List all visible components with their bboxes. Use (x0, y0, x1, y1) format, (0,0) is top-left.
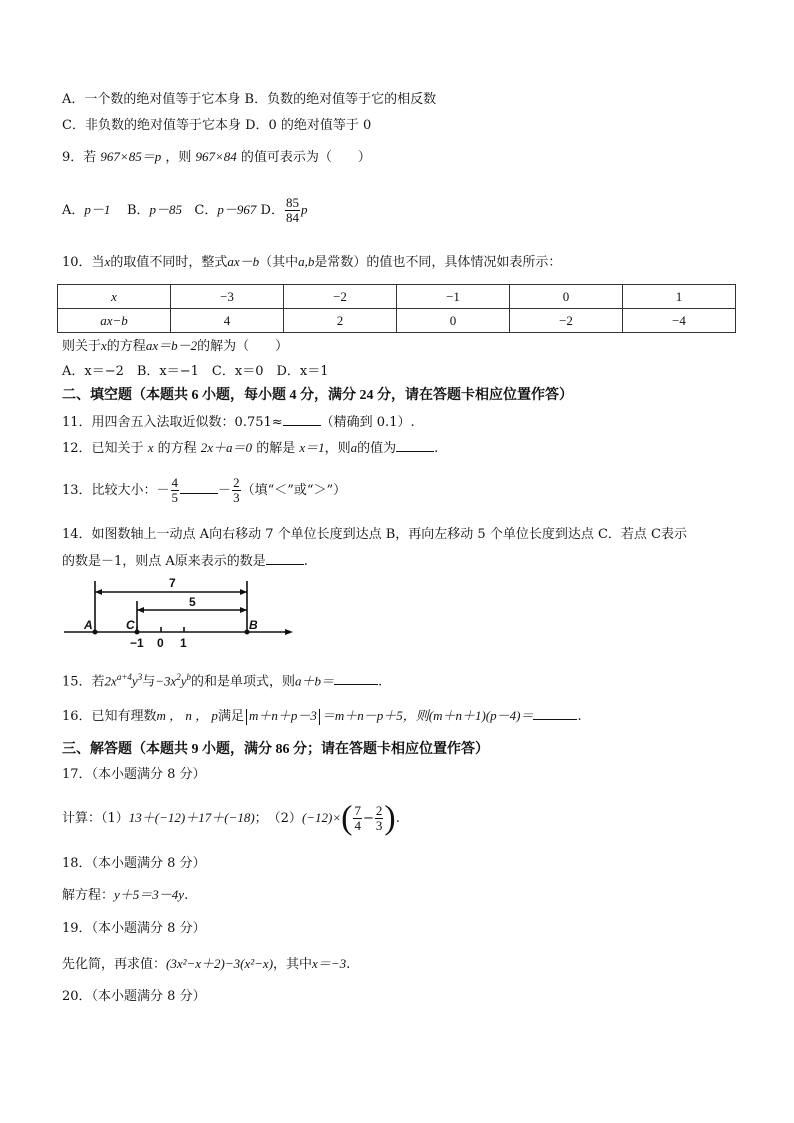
table-row (58, 285, 736, 309)
table-cell: −3 (171, 285, 284, 309)
fraction-denominator: 4 (354, 818, 361, 833)
q17-end: . (395, 811, 400, 826)
q18-body (62, 886, 188, 905)
q18-equation: y＋5＝3－4y (114, 887, 185, 902)
fraction-denominator: 84 (285, 210, 299, 225)
q12-equation: 2x＋a＝0 (200, 440, 253, 455)
table-cell: 0 (397, 309, 510, 333)
q13-hint: （填“＜”或“＞”） (241, 483, 347, 498)
q9-options (62, 196, 307, 225)
table-cell: x (58, 285, 171, 309)
q15-term-1-y: y (131, 673, 138, 689)
q12-text-3: 的解是 (256, 441, 296, 456)
q16-end: . (577, 709, 582, 724)
q17-text-1: 计算：（1） (62, 811, 129, 826)
q9-equation-2: 967×84 (195, 149, 237, 164)
section-2-title: 二、填空题（本题共 6 小题，每小题 4 分，满分 24 分，请在答题卡相应位置作答） (62, 388, 573, 403)
paren-left: ( (341, 799, 353, 837)
table-row (58, 309, 736, 333)
q9-stem-text-3: 的值可表示为（ ） (240, 150, 371, 165)
table-cell: 4 (171, 309, 284, 333)
q15 (62, 668, 382, 691)
q11 (62, 413, 415, 432)
q10-text-4: 是常数）的值也不同，具体情况如表所示： (314, 255, 562, 270)
q10-options: A．x＝−2 B．x＝−1 C．x＝0 D．x＝1 (62, 364, 329, 379)
q11-text-2: （精确到 0.1）. (320, 415, 415, 430)
q19-expression: (3x²−x＋2)−3(x²−x) (166, 956, 274, 971)
q10-value-table (57, 284, 736, 333)
table-cell: −4 (623, 309, 736, 333)
fraction-denominator: 5 (171, 490, 179, 505)
q16 (62, 707, 582, 726)
q15-term-2: −3x (155, 673, 177, 689)
q14-text: 的数是－1，则点 A原来表示的数是 (62, 554, 266, 569)
q15-exp-1: a+4 (116, 672, 132, 682)
q12-end: . (434, 441, 439, 456)
q19-end: . (346, 957, 351, 972)
q14-answer-blank[interactable] (266, 552, 304, 565)
q17-separator: ； （2） (254, 811, 302, 826)
q9-stem (62, 148, 371, 167)
label-seg7: 7 (169, 576, 176, 590)
q18-end: . (184, 888, 189, 903)
fraction-denominator: 3 (375, 818, 383, 833)
q9-stem-text: 9．若 (62, 150, 97, 165)
fraction-numerator: 7 (354, 803, 361, 818)
q14-line-2 (62, 552, 308, 571)
q16-text-2: 满足 (217, 709, 244, 724)
q12-solution: x＝1 (299, 440, 325, 455)
q10-ask-x: x (101, 338, 107, 353)
q15-text-1: 15．若 (62, 674, 105, 690)
q10-ab: a,b (298, 254, 315, 269)
q8-options-cd: C．非负数的绝对值等于它本身 D．0 的绝对值等于 0 (62, 118, 372, 133)
q12-text-5: 的值为 (357, 441, 397, 456)
q14-number-line-figure (62, 575, 297, 651)
q12-text-1: 12．已知关于 (62, 441, 144, 456)
q10-text-3: （其中 (259, 255, 299, 270)
q12-answer-blank[interactable] (396, 439, 434, 452)
q9-option-d-label: D． (260, 203, 284, 218)
q17-minus: − (362, 811, 374, 826)
q10-text-2: 的取值不同时，整式 (110, 255, 228, 270)
q9-option-c: p－967 (217, 202, 257, 217)
fraction-numerator: 2 (233, 475, 240, 490)
paren-right: ) (384, 799, 396, 837)
q13-text: 13．比较大小：－ (62, 483, 170, 498)
q18-head: 18．（本小题满分 8 分） (62, 856, 206, 871)
q14-line-1: 14．如图数轴上一动点 A向右移动 7 个单位长度到达点 B，再向左移动 5 个单位长度到达点 C．若点 C表示 (62, 527, 687, 542)
q15-term-1: 2x (104, 673, 117, 689)
q15-exp-3: 2 (176, 672, 181, 682)
q10-expression: ax－b (227, 254, 260, 269)
section-3-title: 三、解答题（本题共 9 小题，满分 86 分；请在答题卡相应位置作答） (62, 742, 489, 757)
q9-option-b-label: B． (126, 203, 150, 218)
q14-end: . (303, 554, 308, 569)
q9-option-b: p－85 (149, 202, 183, 217)
q13-answer-blank[interactable] (180, 481, 218, 494)
q8-options-ab: A．一个数的绝对值等于它本身 B．负数的绝对值等于它的相反数 (62, 92, 437, 107)
q10-x: x (104, 254, 111, 269)
table-cell: −1 (397, 285, 510, 309)
q15-text-3: 的和是单项式，则 (191, 674, 296, 690)
table-cell: 1 (623, 285, 736, 309)
q12-text-4: ，则 (324, 441, 351, 456)
q13-fraction-1 (171, 476, 180, 505)
q9-option-d-p: p (300, 202, 308, 217)
q15-exp-2: 3 (137, 672, 143, 682)
q17-body (62, 800, 400, 837)
q9-equation-1: 967×85＝ (100, 149, 155, 164)
q11-answer-blank[interactable] (283, 413, 321, 426)
label-point-c: C (126, 618, 135, 632)
q19-text-1: 先化简，再求值： (62, 957, 167, 972)
q16-text-3: ＝m＋n－p＋5，则 (321, 708, 429, 723)
q16-answer-blank[interactable] (533, 707, 577, 720)
fraction-numerator: 85 (285, 195, 299, 210)
q19-body (62, 955, 350, 974)
q15-exp-4: b (186, 672, 192, 682)
table-cell: −2 (510, 309, 623, 333)
fraction-denominator: 3 (233, 490, 240, 505)
q12-a: a (350, 440, 358, 455)
fraction-numerator: 2 (375, 803, 383, 818)
q9-option-c-label: C． (194, 203, 218, 218)
q17-fraction-1 (353, 804, 362, 833)
label-seg5: 5 (189, 595, 196, 609)
abs-bar-right (319, 709, 320, 725)
table-cell: 2 (284, 309, 397, 333)
q20-head: 20．（本小题满分 8 分） (62, 989, 206, 1004)
q16-text-1: 16．已知有理数 (62, 709, 157, 724)
q9-option-d-fraction (285, 196, 300, 225)
q16-vars: m ， n ， p (156, 708, 218, 723)
q10-ask-equation: ax＝b－2 (145, 338, 198, 353)
q19-condition: x＝−3 (312, 956, 347, 971)
label-point-b: B (249, 618, 258, 632)
tick-label-1: 1 (180, 636, 187, 650)
table-cell: 0 (510, 285, 623, 309)
q17-expression-1: 13＋(−12)＋17＋(−18) (128, 810, 255, 825)
q12 (62, 439, 438, 458)
tick-label-neg1: −1 (130, 636, 144, 650)
q9-option-a: p－1 (84, 202, 111, 217)
q12-x: x (147, 440, 154, 455)
q11-text: 11．用四舍五入法取近似数：0.751≈ (62, 415, 283, 430)
q15-end: . (378, 674, 383, 690)
q18-text: 解方程： (62, 888, 115, 903)
q9-stem-text-2: ，则 (165, 150, 192, 165)
q13-minus: － (218, 483, 232, 498)
q17-expression-2: (−12)× (301, 810, 342, 825)
table-cell: ax−b (58, 309, 171, 333)
q15-expression: a＋b＝ (295, 673, 335, 689)
q10-stem (62, 253, 561, 272)
q10-text-1: 10．当 (62, 255, 105, 270)
tick-label-0: 0 (157, 636, 164, 650)
q12-text-2: 的方程 (157, 441, 197, 456)
q9-p: p (154, 149, 162, 164)
q13-fraction-2 (232, 476, 241, 505)
q17-fraction-2 (375, 804, 384, 833)
q16-expression: (m＋n＋1)(p－4)＝ (428, 708, 534, 723)
q16-abs-expression: m＋n＋p－3 (248, 708, 317, 723)
q9-option-a-label: A． (62, 203, 85, 218)
q10-ask-text-2: 的方程 (106, 339, 146, 354)
q15-answer-blank[interactable] (334, 672, 378, 685)
q15-term-2-y: y (180, 673, 187, 689)
q19-head: 19．（本小题满分 8 分） (62, 921, 206, 936)
q19-text-2: ，其中 (273, 957, 313, 972)
table-cell: −2 (284, 285, 397, 309)
abs-bar-left (246, 709, 247, 725)
q13 (62, 474, 346, 508)
q10-ask-text-1: 则关于 (62, 339, 102, 354)
q17-head: 17．（本小题满分 8 分） (62, 767, 206, 782)
q10-ask-text-3: 的解为（ ） (197, 339, 289, 354)
fraction-numerator: 4 (171, 475, 179, 490)
q10-ask (62, 337, 288, 356)
label-point-a: A (84, 618, 93, 632)
q15-text-2: 与 (142, 674, 156, 690)
